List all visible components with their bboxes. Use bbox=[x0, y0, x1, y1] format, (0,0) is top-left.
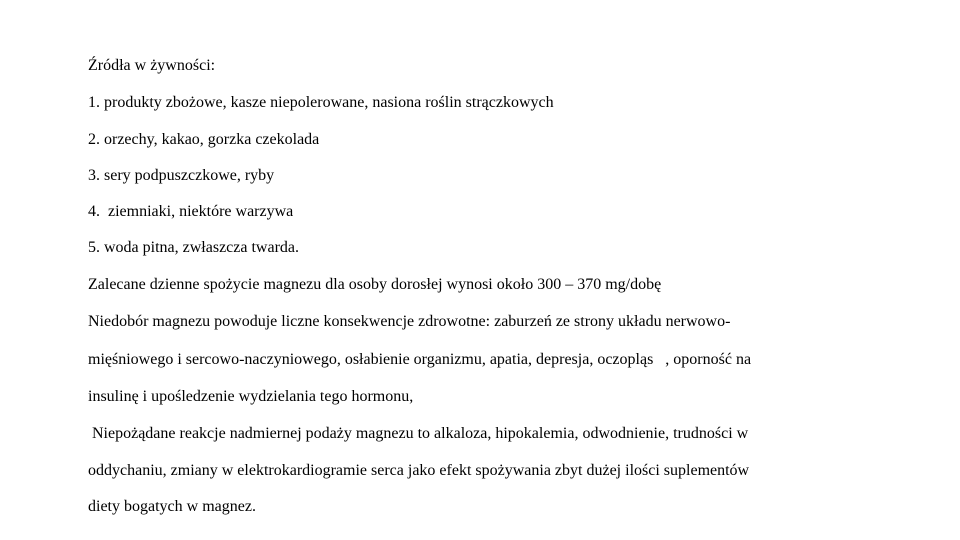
source-item-3: 3. sery podpuszczkowe, ryby bbox=[88, 167, 275, 184]
adverse-reactions-line-3: diety bogatych w magnez. bbox=[88, 498, 256, 515]
deficiency-text-line-1: Niedobór magnezu powoduje liczne konsekwencje zdrowotne: zaburzeń ze strony układu nerwowo- bbox=[88, 313, 731, 330]
adverse-reactions-line-2: oddychaniu, zmiany w elektrokardiogramie serca jako efekt spożywania zbyt dużej ilości suplementów bbox=[88, 462, 750, 479]
source-item-2: 2. orzechy, kakao, gorzka czekolada bbox=[88, 131, 320, 148]
source-item-1: 1. produkty zbożowe, kasze niepolerowane, nasiona roślin strączkowych bbox=[88, 94, 554, 111]
deficiency-text-line-2: mięśniowego i sercowo-naczyniowego, osłabienie organizmu, apatia, depresja, oczopląs , oporność na bbox=[88, 351, 752, 368]
source-item-4: 4. ziemniaki, niektóre warzywa bbox=[88, 203, 294, 220]
adverse-reactions-line-1: Niepożądane reakcje nadmiernej podaży magnezu to alkaloza, hipokalemia, odwodnienie, trudności w bbox=[88, 425, 749, 442]
deficiency-text-line-3: insulinę i upośledzenie wydzielania tego hormonu, bbox=[88, 388, 414, 405]
sources-heading: Źródła w żywności: bbox=[88, 57, 216, 74]
recommended-intake-text: Zalecane dzienne spożycie magnezu dla osoby dorosłej wynosi około 300 – 370 mg/dobę bbox=[88, 276, 662, 293]
source-item-5: 5. woda pitna, zwłaszcza twarda. bbox=[88, 239, 300, 256]
